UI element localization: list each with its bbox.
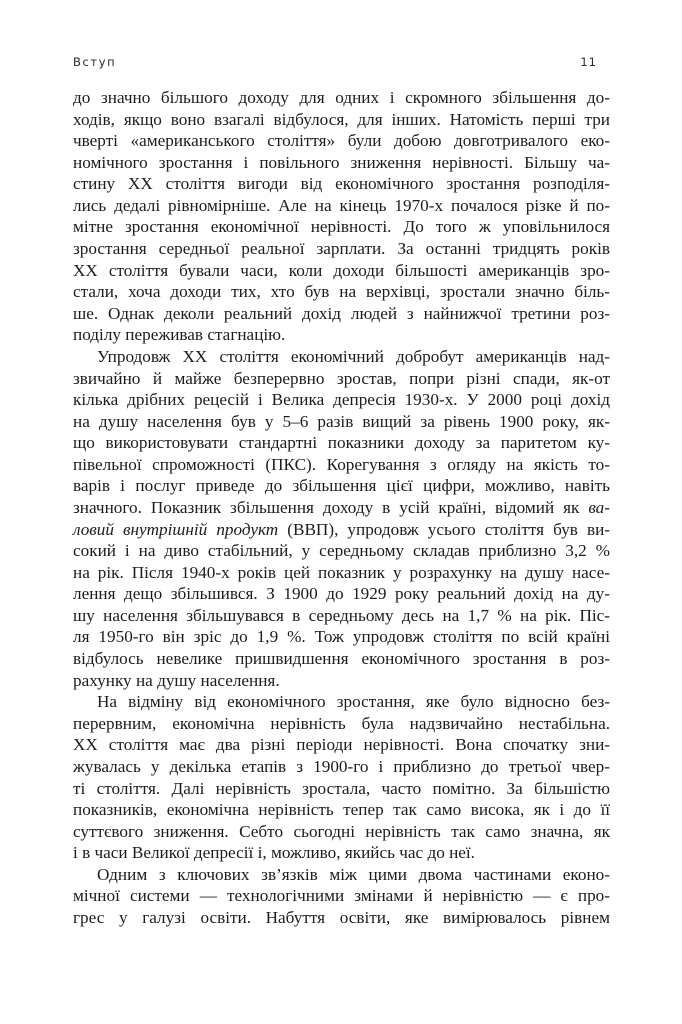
text-line: звичайно й майже безперервно зростав, попри різні спади, як-от <box>73 368 610 388</box>
text-line: лись дедалі рівномірніше. Але на кінець 1970-х почалося різке й по- <box>73 195 610 215</box>
text-line: і в часи Великої депресії і, можливо, якийсь час до неї. <box>73 843 475 863</box>
text-line: суттєвого зниження. Себто сьогодні нерівність так само значна, як <box>73 821 610 841</box>
text-line: рахунку на душу населення. <box>73 670 280 690</box>
text-line: чверті «американського століття» були добою довготривалого еко- <box>73 131 610 151</box>
text-line: відбулось невелике пришвидшення економічного зростання в роз- <box>73 649 610 669</box>
running-head <box>73 55 597 69</box>
text-line: Одним з ключових зв’язків між цими двома частинами еконо- <box>97 864 610 884</box>
section-title: Вступ <box>73 55 117 69</box>
text-line: ше. Однак деколи реальний дохід людей з найнижчої третини роз- <box>73 303 610 323</box>
text-line: на рік. Після 1940-х років цей показник у розрахунку на душу насе- <box>73 562 610 582</box>
text-line: номічного зростання і повільного зниження нерівності. Більшу ча- <box>73 152 610 172</box>
text-line: показників, економічна нерівність тепер так само висока, як і до її <box>73 800 610 820</box>
text-line: жувалась у декілька етапів з 1900-го і приблизно до третьої чвер- <box>73 756 610 776</box>
text-line: На відміну від економічного зростання, яке було відносно без- <box>97 692 610 712</box>
text-line <box>73 519 610 541</box>
text-line: ті століття. Далі нерівність зростала, часто помітно. За більшістю <box>73 778 610 798</box>
text-line: на душу населення був у 5–6 разів вищий за рівень 1900 року, як- <box>73 411 610 431</box>
text-line: поділу переживав стагнацію. <box>73 325 286 345</box>
text-line: ходів, якщо воно взагалі відбулося, для інших. Натомість перші три <box>73 109 610 129</box>
text-line: стину XX століття вигоди від економічного зростання розподіля- <box>73 174 610 194</box>
text-run: (ВВП), упродовж усього століття був ви- <box>278 519 610 539</box>
text-line: XX століття має два різні періоди нерівності. Вона спочатку зни- <box>73 735 610 755</box>
text-line: мітне зростання економічної нерівності. До того ж уповільнилося <box>73 217 610 237</box>
paragraph-1 <box>73 87 610 346</box>
text-line: півельної спроможності (ПКС). Корегування з огляду на якість то- <box>73 454 610 474</box>
body-text <box>73 87 610 929</box>
text-run: значного. Показник збільшення доходу в усій країні, відомий як <box>73 497 589 517</box>
text-line: варів і послуг приведе до збільшення цієї цифри, можливо, навіть <box>73 476 610 496</box>
page-number: 11 <box>580 55 597 69</box>
paragraph-4 <box>73 864 610 929</box>
text-line: шу населення збільшувався в середньому десь на 1,7 % на рік. Піс- <box>73 605 610 625</box>
text-line: мічної системи — технологічними змінами й нерівністю — є про- <box>73 886 610 906</box>
text-line: Упродовж XX століття економічний добробут американців над- <box>97 346 610 366</box>
text-line: сокий і на диво стабільний, у середньому складав приблизно 3,2 % <box>73 541 610 561</box>
text-line: XX століття бували часи, коли доходи більшості американців зро- <box>73 260 610 280</box>
text-line: зростання середньої реальної зарплати. За останні тридцять років <box>73 239 610 259</box>
text-line: стали, хоча доходи тих, хто був на верхівці, зростали значно біль- <box>73 282 610 302</box>
text-line: до значно більшого доходу для одних і скромного збільшення до- <box>73 88 610 107</box>
text-line: лення дещо збільшився. З 1900 до 1929 року реальний дохід на ду- <box>73 584 610 604</box>
italic-term: ловий внутрішній продукт <box>73 519 279 539</box>
text-line: перервним, економічна нерівність була надзвичайно нестабільна. <box>73 713 610 733</box>
paragraph-3 <box>73 691 610 864</box>
italic-term: ва- <box>588 497 610 517</box>
text-line: що використовувати стандартні показники доходу за паритетом ку- <box>73 433 610 453</box>
text-line: ля 1950-го він зріс до 1,9 %. Тож упродовж століття по всій країні <box>73 627 610 647</box>
text-line: кілька дрібних рецесій і Велика депресія 1930-х. У 2000 році дохід <box>73 390 610 410</box>
text-line <box>73 497 610 519</box>
paragraph-2 <box>73 346 610 691</box>
text-line: грес у галузі освіти. Набуття освіти, яке вимірювалось рівнем <box>73 907 610 927</box>
